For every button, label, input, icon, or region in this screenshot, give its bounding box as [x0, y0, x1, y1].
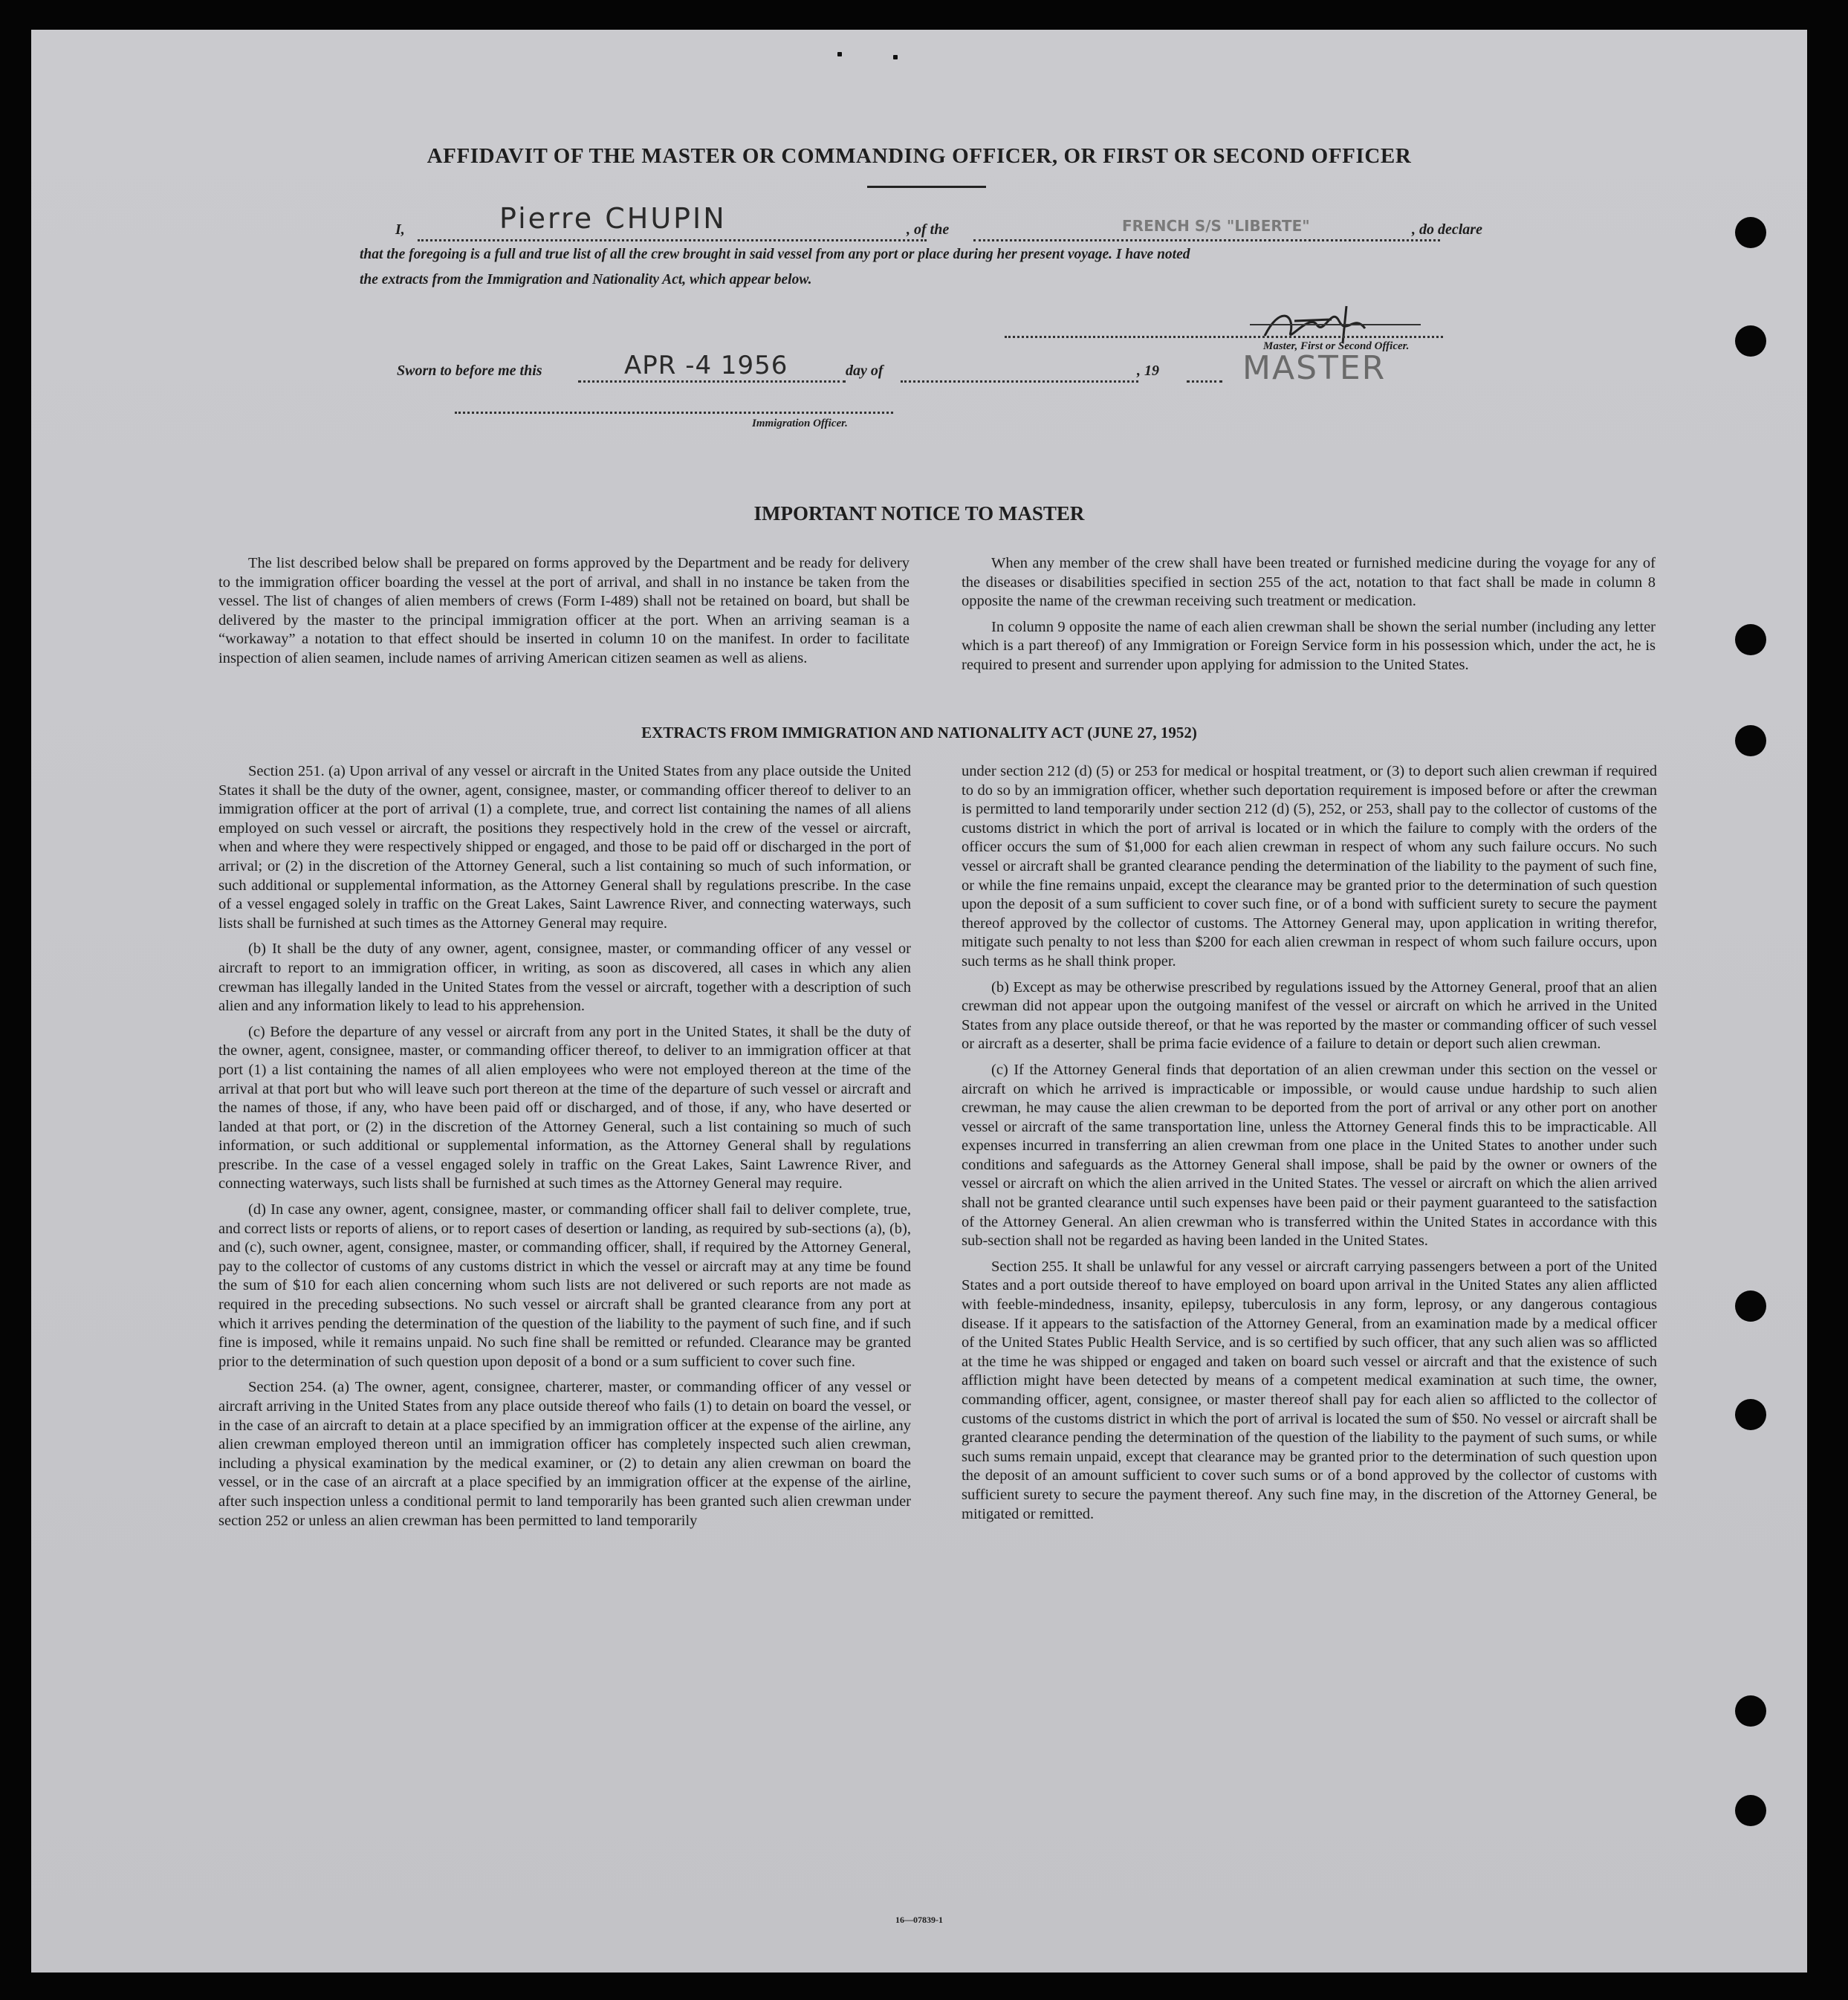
extracts-right-column	[962, 762, 1657, 1530]
i-label: I,	[395, 221, 405, 238]
extract-paragraph: (b) It shall be the duty of any owner, agent, consignee, master, or commanding officer of any vessel or aircraft to report to an immigration officer, in writing, as soon as discovered, all cases in which any alien crewman has illegally landed in the United States from the vessel or aircraft, together with a description of such alien and any information likely to lead to his apprehension.	[218, 941, 911, 1015]
notice-heading: IMPORTANT NOTICE TO MASTER	[753, 502, 1085, 525]
binder-hole	[1735, 325, 1766, 357]
extract-paragraph: (d) In case any owner, agent, consignee, master, or commanding officer shall fail to deliver complete, true, and correct lists or reports of aliens, or to report cases of desertion or landing, as required by sub-sections (a), (b), and (c), such owner, agent, consignee, master, or commanding officer, shall, if required by the Attorney General, pay to the collector of customs of any customs district in which the vessel or aircraft may at any time be found the sum of $10 for each alien concerning whom such lists are not delivered or such reports are not made as required in the preceding subsections. No such vessel or aircraft shall be granted clearance from any port at which it arrives pending the determination of the question of the liability to the payment of such fine, and if such fine is imposed, while it remains unpaid. No such fine shall be remitted or refunded. Clearance may be granted prior to the determination of such question upon deposit of a bond or a sum sufficient to cover such fine.	[218, 1201, 911, 1370]
extract-paragraph: Section 255. It shall be unlawful for any vessel or aircraft carrying passengers between a port of the United States and a port outside thereof to have employed on board upon arrival in the United States any alien afflicted with feeble-mindedness, insanity, epilepsy, tuberculosis in any form, leprosy, or any dangerous contagious disease. If it appears to the satisfaction of the Attorney General, from an examination made by a medical officer of the United States Public Health Service, and is so certified by such officer, that any such alien was so afflicted at the time he was shipped or engaged and taken on board such vessel or aircraft and that the existence of such affliction might have been detected by means of a competent medical examination at such time, the owner, commanding officer, agent, consignee, or master thereof shall pay for each alien so afflicted to the collector of customs of the customs district in which the port of arrival is located the sum of $50. No vessel or aircraft shall be granted clearance pending the determination of the question of the liability to the payment of such sums, or while such sums remain unpaid, except that clearance may be granted prior to the determination of such question upon the deposit of an amount sufficient to cover such sums or of a bond approved by the collector of customs with sufficient surety to secure the payment thereof. Any such fine may, in the discretion of the Attorney General, be mitigated or remitted.	[962, 1258, 1657, 1522]
vessel-line	[973, 239, 1440, 241]
year-label: , 19	[1137, 363, 1159, 379]
year-line	[1187, 380, 1222, 383]
signature-caption: Master, First or Second Officer.	[1263, 340, 1410, 352]
officer-caption: Immigration Officer.	[752, 418, 848, 429]
extract-paragraph: Section 254. (a) The owner, agent, consignee, charterer, master, or commanding officer of any vessel or aircraft arriving in the United States from any place outside thereof who fails (1) to detain on board the vessel, or in the case of an aircraft to detain at a place specified by an immigration officer at the expense of the airline, any alien crewman employed thereon until an immigration officer has completely inspected such alien crewman, including a physical examination by the medical examiner, or (2) to detain any alien crewman on board the vessel, or in the case of an aircraft at a place specified by an immigration officer at the expense of the airline, after such inspection unless a conditional permit to land temporarily has been granted such alien crewman under section 252 or unless an alien crewman has been permitted to land temporarily	[218, 1379, 911, 1529]
affidavit-title: AFFIDAVIT OF THE MASTER OR COMMANDING OFFICER, OR FIRST OR SECOND OFFICER	[427, 144, 1412, 168]
signature-underline	[1250, 324, 1421, 325]
master-name: Pierre CHUPIN	[499, 202, 727, 235]
notice-left-column	[218, 554, 910, 675]
of-the-label: , of the	[907, 221, 950, 238]
master-stamp: MASTER	[1242, 349, 1387, 387]
officer-signature-line	[455, 412, 893, 414]
sworn-date-line	[578, 380, 846, 383]
form-code: 16—07839-1	[895, 1915, 943, 1925]
extract-paragraph: under section 212 (d) (5) or 253 for medical or hospital treatment, or (3) to deport such alien crewman if required to do so by an immigration officer, whether such deportation requirement is imposed before or after the crewman is permitted to land temporarily under section 212 (d) (5), 252, or 253, shall pay to the collector of customs of the customs district in which the port of arrival is located or in which the failure to comply with the orders of the officer occurs the sum of $1,000 for each alien crewman in respect of whom any such failure occurs. No such vessel or aircraft shall be granted clearance pending the determination of the liability to the payment of such fine, or while the fine remains unpaid, except the clearance may be granted prior to the determination of such question upon the deposit of a sum sufficient to cover such fine, or of a bond with sufficient surety to secure the payment thereof approved by the collector of customs. The Attorney General may, upon application in writing therefor, mitigate such penalty to not less than $200 for each alien crewman in respect of whom such failure occurs, upon such terms as he shall think proper.	[962, 763, 1657, 970]
extracts-heading: EXTRACTS FROM IMMIGRATION AND NATIONALITY ACT (JUNE 27, 1952)	[641, 724, 1197, 741]
binder-hole	[1735, 1795, 1766, 1826]
notice-paragraph: When any member of the crew shall have been treated or furnished medicine during the voyage for any of the diseases or disabilities specified in section 255 of the act, notation to that fact shall be made in column 8 opposite the name of the crewman receiving such treatment or medication.	[962, 555, 1656, 610]
extract-paragraph: (c) If the Attorney General finds that deportation of an alien crewman under this section on the vessel or aircraft on which he arrived is impracticable or impossible, or would cause undue hardship to such alien crewman, he may cause the alien crewman to be deported from the port of arrival or any other port on another vessel or aircraft of the same transportation line, unless the Attorney General finds this to be impracticable. All expenses incurred in transferring an alien crewman from one place in the United States to another under such conditions and safeguards as the Attorney General shall impose, shall be paid by the owner or owners of the vessel or aircraft on which the alien arrived in the United States. The vessel or aircraft on which the alien arrived shall not be granted clearance until such expenses have been paid or their payment guaranteed to the satisfaction of the Attorney General. An alien crewman who is transferred within the United States in accordance with this sub-section shall not be regarded as having been landed in the United States.	[962, 1061, 1657, 1250]
binder-hole	[1735, 1399, 1766, 1430]
speck	[893, 55, 898, 59]
speck	[837, 52, 842, 56]
day-of-label: day of	[846, 363, 884, 379]
sworn-label: Sworn to before me this	[397, 363, 542, 379]
title-rule	[867, 186, 986, 188]
sworn-date: APR -4 1956	[624, 351, 788, 380]
declaration-line-2: that the foregoing is a full and true list of all the crew brought in said vessel from any port or place during her present voyage. I have noted	[360, 247, 1190, 262]
signature-line	[1005, 336, 1443, 338]
binder-hole	[1735, 1290, 1766, 1322]
extract-paragraph: Section 251. (a) Upon arrival of any vessel or aircraft in the United States from any place outside the United States it shall be the duty of the owner, agent, consignee, master, or commanding officer thereof to deliver to an immigration officer at the port of arrival (1) a complete, true, and correct list containing the names of all aliens employed on such vessel or aircraft, the positions they respectively hold in the crew of the vessel or aircraft, when and where they were respectively shipped or engaged, and those to be paid off or discharged in the port of arrival; or (2) in the discretion of the Attorney General, such a list containing so much of such information, or such additional or supplemental information, as the Attorney General shall by regulations prescribe. In the case of a vessel engaged solely in traffic on the Great Lakes, Saint Lawrence River, and connecting waterways, such lists shall be furnished at such times as the Attorney General may require.	[218, 763, 911, 932]
month-line	[901, 380, 1138, 383]
notice-right-column	[962, 554, 1656, 682]
notice-paragraph: The list described below shall be prepared on forms approved by the Department and be ready for delivery to the immigration officer boarding the vessel at the port of arrival, and shall in no instance be taken from the vessel. The list of changes of alien members of crews (Form I-489) shall not be retained on board, but shall be delivered by the master to the principal immigration officer at the port. When an arriving seaman is a “workaway” a notation to that effect should be inserted in column 10 on the manifest. In order to facilitate inspection of alien seamen, include names of arriving American citizen seamen as well as aliens.	[218, 555, 910, 666]
declaration-line-3: the extracts from the Immigration and Nationality Act, which appear below.	[360, 272, 812, 288]
binder-hole	[1735, 624, 1766, 655]
extracts-left-column	[218, 762, 911, 1537]
name-line	[418, 239, 927, 241]
vessel-name: FRENCH S/S "LIBERTE"	[1122, 217, 1310, 235]
notice-paragraph: In column 9 opposite the name of each alien crewman shall be shown the serial number (including any letter which is a part thereof) of any Immigration or Foreign Service form in his possession which, under the act, he is required to present and surrender upon applying for admission to the United States.	[962, 618, 1656, 673]
binder-hole	[1735, 1695, 1766, 1727]
do-declare-label: , do declare	[1412, 221, 1482, 238]
extract-paragraph: (c) Before the departure of any vessel or aircraft from any port in the United States, it shall be the duty of the owner, agent, consignee, master, or commanding officer thereof, to deliver to an immigration officer at that port (1) a list containing the names of all alien employees who were not employed thereon at the time of the arrival at that port but who will leave such port thereon at the time of the departure of such vessel or aircraft and the names of those, if any, who have been paid off or discharged, and of those, if any, who have deserted or landed at that port, or (2) in the discretion of the Attorney General, such a list containing so much of such information, or such additional or supplemental information, as the Attorney General shall by regulations prescribe. In the case of a vessel engaged solely in traffic on the Great Lakes, Saint Lawrence River, and connecting waterways, such lists shall be furnished at such times as the Attorney General may require.	[218, 1023, 911, 1192]
document-page	[31, 30, 1807, 1973]
binder-hole	[1735, 217, 1766, 248]
extract-paragraph: (b) Except as may be otherwise prescribed by regulations issued by the Attorney General, proof that an alien crewman did not appear upon the outgoing manifest of the vessel or aircraft on which he arrived in the United States from any place outside thereof, or that he was reported by the master or commanding officer of such vessel or aircraft as a deserter, shall be prima facie evidence of a failure to detain or deport such alien crewman.	[962, 978, 1657, 1053]
